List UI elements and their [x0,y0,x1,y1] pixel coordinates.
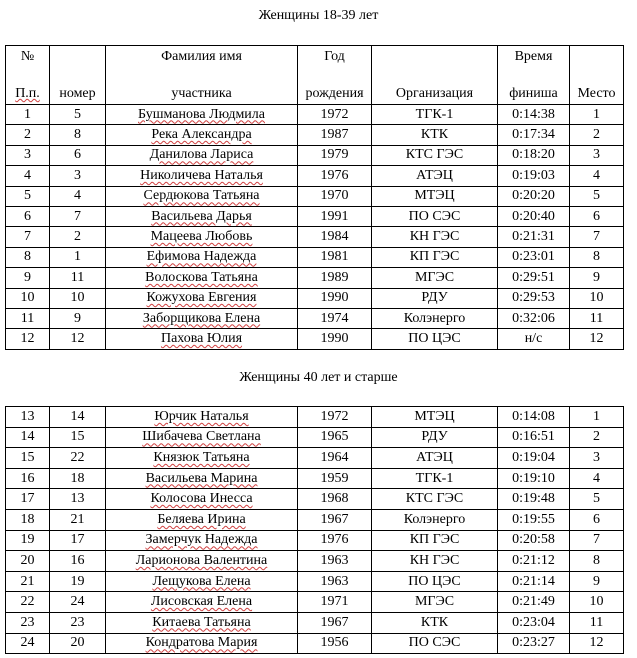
cell-time: 0:19:48 [498,489,570,510]
cell-time: н/с [498,329,570,349]
cell-place: 7 [570,530,624,551]
cell-pp: 17 [6,489,50,510]
cell-organization: ПО ЦЭС [372,329,498,349]
cell-name: Ефимова Надежда [106,247,298,267]
cell-time: 0:16:51 [498,427,570,448]
cell-name: Бушманова Людмила [106,105,298,125]
cell-organization: КН ГЭС [372,227,498,247]
cell-name: Кожухова Евгения [106,288,298,308]
cell-organization: КТК [372,125,498,145]
section-title-women-18-39: Женщины 18-39 лет [258,8,379,23]
cell-number: 20 [50,633,106,654]
cell-name: Замерчук Надежда [106,530,298,551]
cell-organization: МГЭС [372,592,498,613]
cell-number: 9 [50,308,106,328]
cell-year: 1989 [298,268,372,288]
cell-year: 1967 [298,509,372,530]
cell-name: Волоскова Татьяна [106,268,298,288]
cell-year: 1981 [298,247,372,267]
cell-place: 10 [570,288,624,308]
table-row [6,329,624,349]
header-time [498,46,570,105]
cell-organization: КП ГЭС [372,530,498,551]
cell-place: 8 [570,247,624,267]
cell-time: 0:19:03 [498,166,570,186]
header-organization [372,46,498,105]
cell-name: Николичева Наталья [106,166,298,186]
cell-organization: ПО СЭС [372,206,498,226]
cell-place: 9 [570,268,624,288]
cell-pp: 12 [6,329,50,349]
cell-place: 7 [570,227,624,247]
cell-number: 17 [50,530,106,551]
cell-year: 1970 [298,186,372,206]
cell-pp: 8 [6,247,50,267]
cell-time: 0:23:04 [498,612,570,633]
cell-place: 12 [570,329,624,349]
table-row [6,407,624,428]
cell-number: 5 [50,105,106,125]
cell-place: 5 [570,186,624,206]
cell-organization: АТЭЦ [372,448,498,469]
cell-number: 4 [50,186,106,206]
cell-time: 0:29:53 [498,288,570,308]
cell-year: 1974 [298,308,372,328]
cell-time: 0:19:04 [498,448,570,469]
table-row [6,633,624,654]
cell-number: 15 [50,427,106,448]
table-row [6,612,624,633]
header-time-top: Время [514,49,553,64]
cell-year: 1956 [298,633,372,654]
cell-name: Колосова Инесса [106,489,298,510]
table-row [6,427,624,448]
header-year-top: Год [324,49,345,64]
cell-time: 0:23:27 [498,633,570,654]
cell-name: Беляева Ирина [106,509,298,530]
cell-place: 6 [570,509,624,530]
cell-time: 0:23:01 [498,247,570,267]
cell-name: Пахова Юлия [106,329,298,349]
cell-number: 24 [50,592,106,613]
cell-pp: 16 [6,468,50,489]
cell-pp: 15 [6,448,50,469]
table-row [6,227,624,247]
cell-organization: АТЭЦ [372,166,498,186]
cell-place: 8 [570,551,624,572]
cell-place: 2 [570,427,624,448]
table-row [6,125,624,145]
header-name-bot: участника [171,86,232,101]
cell-number: 22 [50,448,106,469]
table-row [6,592,624,613]
cell-place: 4 [570,468,624,489]
cell-pp: 21 [6,571,50,592]
cell-pp: 20 [6,551,50,572]
cell-pp: 18 [6,509,50,530]
results-table-women-18-39 [5,45,624,350]
header-number [50,46,106,105]
cell-year: 1972 [298,407,372,428]
cell-pp: 14 [6,427,50,448]
cell-time: 0:19:55 [498,509,570,530]
header-year [298,46,372,105]
cell-time: 0:29:51 [498,268,570,288]
table-row [6,308,624,328]
cell-number: 3 [50,166,106,186]
cell-pp: 4 [6,166,50,186]
cell-organization: МГЭС [372,268,498,288]
cell-place: 11 [570,308,624,328]
header-name-top: Фамилия имя [161,49,242,64]
cell-time: 0:20:40 [498,206,570,226]
cell-place: 10 [570,592,624,613]
cell-organization: ТГК-1 [372,105,498,125]
header-pp-bot: П.п. [15,86,40,101]
cell-pp: 23 [6,612,50,633]
cell-year: 1959 [298,468,372,489]
cell-time: 0:14:38 [498,105,570,125]
table-row [6,166,624,186]
cell-place: 4 [570,166,624,186]
cell-name: Юрчик Наталья [106,407,298,428]
cell-name: Шибачева Светлана [106,427,298,448]
cell-name: Сердюкова Татьяна [106,186,298,206]
cell-organization: МТЭЦ [372,407,498,428]
header-time-bot: финиша [509,86,558,101]
cell-name: Кондратова Мария [106,633,298,654]
table-row [6,247,624,267]
cell-number: 18 [50,468,106,489]
cell-organization: РДУ [372,288,498,308]
cell-number: 6 [50,145,106,165]
cell-number: 14 [50,407,106,428]
cell-time: 0:19:10 [498,468,570,489]
cell-number: 19 [50,571,106,592]
cell-organization: КТС ГЭС [372,145,498,165]
cell-number: 11 [50,268,106,288]
header-number-label: номер [59,86,96,101]
cell-organization: Колэнерго [372,308,498,328]
cell-year: 1976 [298,530,372,551]
cell-place: 6 [570,206,624,226]
cell-number: 10 [50,288,106,308]
cell-time: 0:20:20 [498,186,570,206]
cell-place: 3 [570,448,624,469]
cell-year: 1963 [298,571,372,592]
cell-place: 9 [570,571,624,592]
header-pp [6,46,50,105]
cell-pp: 24 [6,633,50,654]
cell-year: 1991 [298,206,372,226]
cell-organization: РДУ [372,427,498,448]
cell-time: 0:21:14 [498,571,570,592]
table-row [6,489,624,510]
table-row [6,288,624,308]
table-row [6,448,624,469]
cell-year: 1963 [298,551,372,572]
header-organization-label: Организация [395,86,474,101]
cell-year: 1990 [298,288,372,308]
cell-place: 12 [570,633,624,654]
cell-year: 1968 [298,489,372,510]
cell-year: 1971 [298,592,372,613]
cell-number: 13 [50,489,106,510]
cell-number: 21 [50,509,106,530]
cell-time: 0:17:34 [498,125,570,145]
cell-organization: МТЭЦ [372,186,498,206]
cell-year: 1964 [298,448,372,469]
cell-name: Васильева Марина [106,468,298,489]
cell-year: 1967 [298,612,372,633]
header-place [570,46,624,105]
cell-year: 1972 [298,105,372,125]
cell-number: 16 [50,551,106,572]
cell-time: 0:32:06 [498,308,570,328]
cell-name: Лисовская Елена [106,592,298,613]
table-row [6,571,624,592]
results-table-women-40-plus [5,406,624,654]
table-row [6,186,624,206]
cell-time: 0:20:58 [498,530,570,551]
cell-place: 11 [570,612,624,633]
cell-year: 1990 [298,329,372,349]
cell-name: Мацеева Любовь [106,227,298,247]
cell-time: 0:21:31 [498,227,570,247]
cell-name: Заборщикова Елена [106,308,298,328]
cell-organization: Колэнерго [372,509,498,530]
table-row [6,145,624,165]
cell-time: 0:21:49 [498,592,570,613]
cell-pp: 1 [6,105,50,125]
cell-organization: ТГК-1 [372,468,498,489]
cell-organization: КН ГЭС [372,551,498,572]
cell-time: 0:21:12 [498,551,570,572]
cell-pp: 2 [6,125,50,145]
cell-number: 7 [50,206,106,226]
cell-name: Васильева Дарья [106,206,298,226]
cell-place: 3 [570,145,624,165]
table-row [6,268,624,288]
cell-number: 1 [50,247,106,267]
cell-pp: 11 [6,308,50,328]
cell-pp: 3 [6,145,50,165]
header-name [106,46,298,105]
cell-pp: 10 [6,288,50,308]
cell-year: 1976 [298,166,372,186]
cell-place: 1 [570,105,624,125]
section-title-women-40-plus: Женщины 40 лет и старше [239,370,398,385]
cell-pp: 6 [6,206,50,226]
cell-name: Лещукова Елена [106,571,298,592]
cell-organization: КТК [372,612,498,633]
cell-year: 1965 [298,427,372,448]
cell-organization: ПО ЦЭС [372,571,498,592]
cell-place: 5 [570,489,624,510]
header-pp-top: № [20,49,35,64]
cell-name: Данилова Лариса [106,145,298,165]
cell-organization: КТС ГЭС [372,489,498,510]
table-row [6,468,624,489]
cell-name: Река Александра [106,125,298,145]
cell-place: 2 [570,125,624,145]
cell-organization: ПО СЭС [372,633,498,654]
cell-name: Ларионова Валентина [106,551,298,572]
header-place-label: Место [577,86,616,101]
table-row [6,105,624,125]
cell-number: 23 [50,612,106,633]
cell-place: 1 [570,407,624,428]
table-row [6,206,624,226]
cell-time: 0:18:20 [498,145,570,165]
cell-number: 2 [50,227,106,247]
cell-name: Князюк Татьяна [106,448,298,469]
header-year-bot: рождения [305,86,364,101]
cell-number: 8 [50,125,106,145]
table-header-row [6,46,624,105]
cell-pp: 13 [6,407,50,428]
cell-pp: 9 [6,268,50,288]
table-row [6,551,624,572]
cell-year: 1984 [298,227,372,247]
cell-pp: 5 [6,186,50,206]
cell-pp: 7 [6,227,50,247]
cell-organization: КП ГЭС [372,247,498,267]
cell-year: 1987 [298,125,372,145]
cell-number: 12 [50,329,106,349]
cell-pp: 19 [6,530,50,551]
cell-time: 0:14:08 [498,407,570,428]
cell-year: 1979 [298,145,372,165]
table-row [6,530,624,551]
table-row [6,509,624,530]
cell-pp: 22 [6,592,50,613]
cell-name: Китаева Татьяна [106,612,298,633]
